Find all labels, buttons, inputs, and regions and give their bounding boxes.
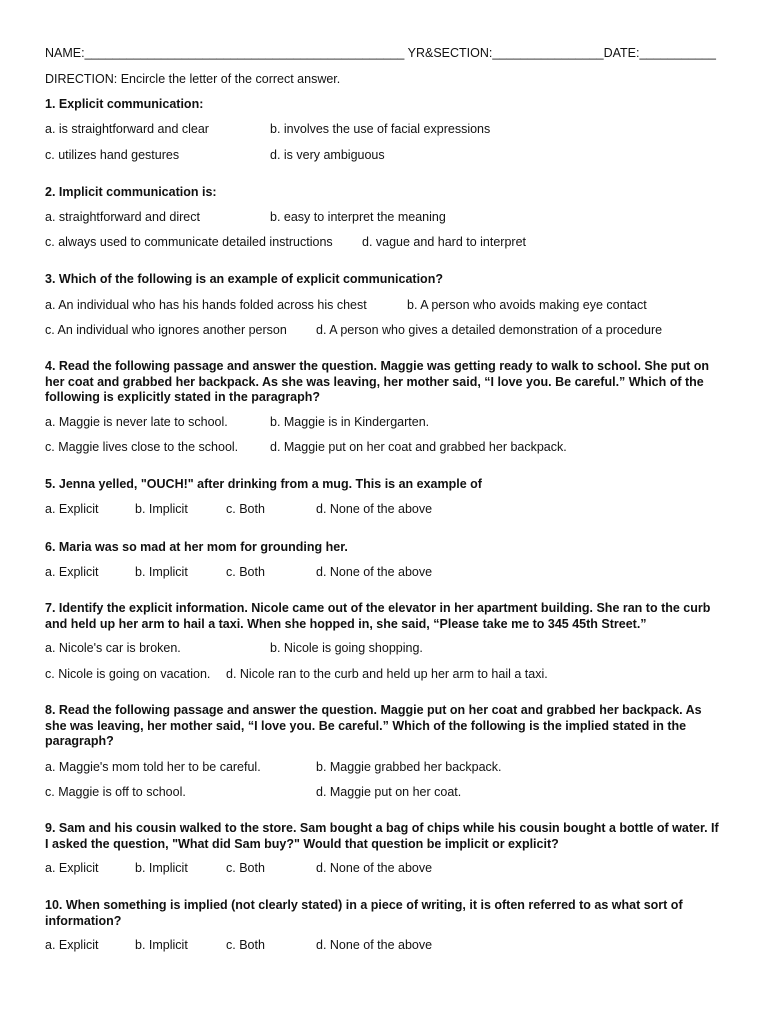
q8-option-d[interactable]: d. Maggie put on her coat. (316, 785, 462, 799)
question-9 (45, 821, 725, 852)
question-4 (45, 359, 725, 406)
q8-option-b[interactable]: b. Maggie grabbed her backpack. (316, 760, 502, 774)
question-10-line-1: 10. When something is implied (not clearly stated) in a piece of writing, it is often referred to as what sort of (45, 898, 683, 912)
q9-option-c[interactable]: c. Both (226, 861, 265, 875)
q8-option-c[interactable]: c. Maggie is off to school. (45, 785, 186, 799)
question-8-line-1: 8. Read the following passage and answer the question. Maggie put on her coat and grabbed her backpack. As (45, 703, 702, 717)
q1-option-b[interactable]: b. involves the use of facial expressions (270, 122, 491, 136)
q1-option-c[interactable]: c. utilizes hand gestures (45, 148, 180, 162)
q2-option-a[interactable]: a. straightforward and direct (45, 210, 200, 224)
q7-option-a[interactable]: a. Nicole's car is broken. (45, 641, 181, 655)
q10-option-a[interactable]: a. Explicit (45, 938, 99, 952)
q5-option-b[interactable]: b. Implicit (135, 502, 188, 516)
q8-option-a[interactable]: a. Maggie's mom told her to be careful. (45, 760, 261, 774)
question-7-line-1: 7. Identify the explicit information. Nicole came out of the elevator in her apartment building. She ran to the curb (45, 601, 711, 615)
q6-option-a[interactable]: a. Explicit (45, 565, 99, 579)
question-4-line-2: her coat and grabbed her backpack. As she was leaving, her mother said, “I love you. Be careful.” Which of the (45, 374, 704, 389)
q4-option-b[interactable]: b. Maggie is in Kindergarten. (270, 415, 430, 429)
q3-option-d[interactable]: d. A person who gives a detailed demonstration of a procedure (316, 323, 663, 337)
q9-option-d[interactable]: d. None of the above (316, 861, 433, 875)
q4-option-a[interactable]: a. Maggie is never late to school. (45, 415, 228, 429)
question-9-line-1: 9. Sam and his cousin walked to the store. Sam bought a bag of chips while his cousin bought a bottle of water. If (45, 821, 719, 835)
q9-option-a[interactable]: a. Explicit (45, 861, 99, 875)
q7-option-c[interactable]: c. Nicole is going on vacation. (45, 667, 211, 681)
q5-option-d[interactable]: d. None of the above (316, 502, 433, 516)
q2-option-b[interactable]: b. easy to interpret the meaning (270, 210, 446, 224)
question-10-line-2: information? (45, 913, 122, 928)
q6-option-c[interactable]: c. Both (226, 565, 265, 579)
q2-option-d[interactable]: d. vague and hard to interpret (362, 235, 527, 249)
q10-option-b[interactable]: b. Implicit (135, 938, 188, 952)
q2-option-c[interactable]: c. always used to communicate detailed instructions (45, 235, 333, 249)
q6-option-d[interactable]: d. None of the above (316, 565, 433, 579)
question-10 (45, 898, 725, 929)
question-3: 3. Which of the following is an example of explicit communication? (45, 272, 443, 286)
q5-option-c[interactable]: c. Both (226, 502, 265, 516)
q3-option-c[interactable]: c. An individual who ignores another person (45, 323, 287, 337)
q5-option-a[interactable]: a. Explicit (45, 502, 99, 516)
question-8-line-3: paragraph? (45, 734, 114, 748)
q6-option-b[interactable]: b. Implicit (135, 565, 188, 579)
question-5: 5. Jenna yelled, "OUCH!" after drinking from a mug. This is an example of (45, 477, 482, 491)
q3-option-a[interactable]: a. An individual who has his hands folded across his chest (45, 298, 367, 312)
q1-option-a[interactable]: a. is straightforward and clear (45, 122, 209, 136)
question-8-line-2: she was leaving, her mother said, “I love you. Be careful.” Which of the following is the implied stated in the (45, 718, 687, 733)
question-7 (45, 601, 725, 632)
q9-option-b[interactable]: b. Implicit (135, 861, 188, 875)
q3-option-b[interactable]: b. A person who avoids making eye contact (407, 298, 647, 312)
question-9-line-2: I asked the question, "What did Sam buy?" Would that question be implicit or explicit? (45, 836, 559, 851)
direction-text: DIRECTION: Encircle the letter of the correct answer. (45, 72, 341, 86)
q4-option-c[interactable]: c. Maggie lives close to the school. (45, 440, 239, 454)
question-6: 6. Maria was so mad at her mom for grounding her. (45, 540, 348, 554)
q7-option-b[interactable]: b. Nicole is going shopping. (270, 641, 423, 655)
q10-option-c[interactable]: c. Both (226, 938, 265, 952)
question-1: 1. Explicit communication: (45, 97, 204, 111)
question-8 (45, 703, 725, 750)
name-section-date-header: NAME:______________________________________________ YR&SECTION:________________DATE:___________ (45, 46, 716, 60)
q4-option-d[interactable]: d. Maggie put on her coat and grabbed her backpack. (270, 440, 567, 454)
question-7-line-2: and held up her arm to hail a taxi. When she hopped in, she said, “Please take me to 345 45th Street.” (45, 616, 647, 631)
question-4-line-1: 4. Read the following passage and answer the question. Maggie was getting ready to walk to school. She put on (45, 359, 709, 373)
q7-option-d[interactable]: d. Nicole ran to the curb and held up her arm to hail a taxi. (226, 667, 548, 681)
q10-option-d[interactable]: d. None of the above (316, 938, 433, 952)
question-4-line-3: following is explicitly stated in the paragraph? (45, 390, 321, 404)
q1-option-d[interactable]: d. is very ambiguous (270, 148, 385, 162)
question-2: 2. Implicit communication is: (45, 185, 217, 199)
